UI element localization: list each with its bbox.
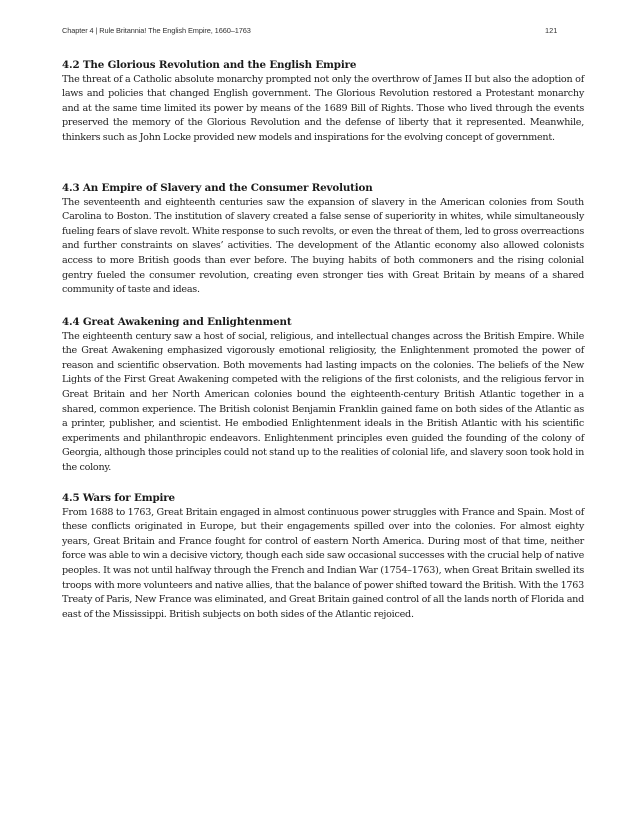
section-body: From 1688 to 1763, Great Britain engaged in almost continuous power struggles with France and Spain. Most of these conflicts originated in Europe, but their engagements spilled over into the colonies. For almost eighty years, Great Britain and France fought for control of eastern North America. During most of that time, neither force was able to win a decisive victory, though each side saw occasional successes with the crucial help of native peoples. It was not until halfway through the French and Indian War (1754–1763), when Great Britain swelled its troops with more volunteers and native allies, that the balance of power shifted toward the British. With the 1763 Treaty of Paris, New France was eliminated, and Great Britain gained control of all the lands north of Florida and east of the Mississippi. British subjects on both sides of the Atlantic rejoiced. [62,506,584,620]
section-4-4 [62,315,584,476]
section-heading: 4.3 An Empire of Slavery and the Consumer Revolution [62,182,373,194]
section-body: The eighteenth century saw a host of social, religious, and intellectual changes across the British Empire. While the Great Awakening emphasized vigorously emotional religiosity, the Enlightenment promoted the power of reason and scientific observation. Both movements had lasting impacts on the colonies. The beliefs of the New Lights of the First Great Awakening competed with the religions of the first colonists, and the religious fervor in Great Britain and her North American colonies bound the eighteenth-century British Atlantic together in a shared, common experience. The British colonist Benjamin Franklin gained fame on both sides of the Atlantic as a printer, publisher, and scientist. He embodied Enlightenment ideals in the British Atlantic with his scientific experiments and philanthropic endeavors. Enlightenment principles even guided the founding of the colony of Georgia, although those principles could not stand up to the realities of colonial life, and slavery soon took hold in the colony. [62,330,584,473]
section-4-5 [62,491,584,622]
section-heading: 4.2 The Glorious Revolution and the English Empire [62,59,357,71]
section-4-3 [62,181,584,298]
section-heading: 4.4 Great Awakening and Enlightenment [62,316,292,328]
section-body: The seventeenth and eighteenth centuries saw the expansion of slavery in the American colonies from South Carolina to Boston. The institution of slavery created a false sense of superiority in whites, while simultaneously fueling fears of slave revolt. White response to such revolts, or even the threat of them, led to gross overreactions and further constraints on slaves’ activities. The development of the Atlantic economy also allowed colonists access to more British goods than ever before. The buying habits of both commoners and the rising colonial gentry fueled the consumer revolution, creating even stronger ties with Great Britain by means of a shared community of taste and ideas. [62,196,584,296]
section-heading: 4.5 Wars for Empire [62,492,175,504]
page-number: 121 [545,26,558,35]
running-header: Chapter 4 | Rule Britannia! The English Empire, 1660–1763 [62,26,251,35]
section-body: The threat of a Catholic absolute monarchy prompted not only the overthrow of James II but also the adoption of laws and policies that changed English government. The Glorious Revolution restored a Protestant monarchy and at the same time limited its power by means of the 1689 Bill of Rights. Those who lived through the events preserved the memory of the Glorious Revolution and the defense of liberty that it represented. Meanwhile, thinkers such as John Locke provided new models and inspirations for the evolving concept of government. [62,73,584,143]
section-4-2 [62,58,584,146]
